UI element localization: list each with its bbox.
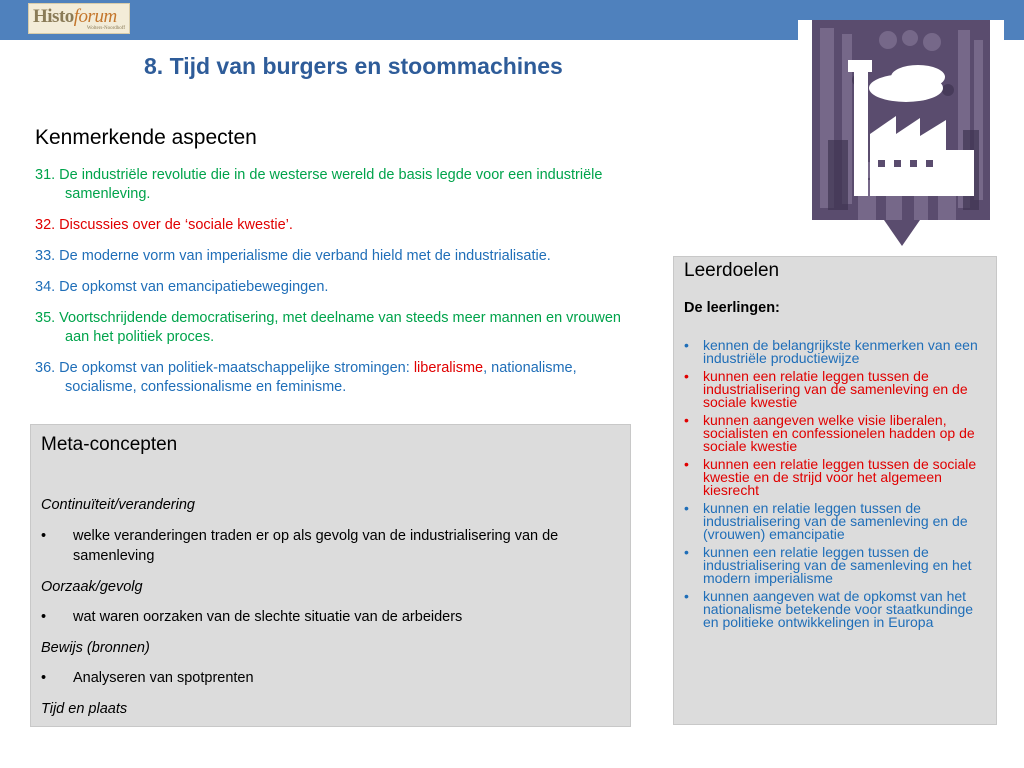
kenmerkende-aspecten-heading: Kenmerkende aspecten — [35, 126, 257, 149]
meta-category: Tijd en plaats — [41, 700, 128, 717]
leerdoel-item — [684, 414, 989, 453]
aspect-34: 34. De opkomst van emancipatiebewegingen. — [35, 279, 329, 295]
bullet-icon: • — [684, 500, 689, 516]
leerdoel-item — [684, 590, 989, 629]
aspect-36-highlight: liberalisme — [413, 360, 484, 376]
aspect-31: 31. De industriële revolutie die in de westerse wereld de basis legde voor een industriële samenleving. — [35, 167, 603, 202]
meta-bullet — [41, 526, 621, 567]
meta-category: Continuïteit/verandering — [41, 497, 195, 513]
leerdoel-text: kunnen een relatie leggen tussen de industrialisering van de samenleving en het modern imperialisme — [703, 544, 972, 586]
meta-bullet — [41, 607, 621, 628]
aspect-35: 35. Voortschrijdende democratisering, met deelname van steeds meer mannen en vrouwen aan het politiek proces. — [35, 310, 621, 345]
bullet-icon: • — [684, 412, 689, 428]
kenmerkende-aspecten-list — [35, 166, 645, 409]
logo-tagline: Wolters-Noordhoff — [86, 26, 125, 31]
meta-bullet-text: wat waren oorzaken van de slechte situatie van de arbeiders — [73, 609, 463, 625]
leerdoel-item — [684, 546, 989, 585]
meta-concepten-body — [41, 495, 621, 729]
leerdoel-text: kunnen een relatie leggen tussen de sociale kwestie en de strijd voor het algemeen kiesrecht — [703, 456, 977, 498]
leerdoel-item — [684, 370, 989, 409]
bullet-icon: • — [684, 337, 689, 353]
leerdoel-item — [684, 458, 989, 497]
bullet-icon: • — [684, 544, 689, 560]
meta-category: Oorzaak/gevolg — [41, 578, 143, 595]
meta-concepten-panel — [30, 424, 631, 727]
factory-illustration — [798, 20, 1004, 248]
leerdoelen-list — [684, 339, 989, 634]
bullet-icon: • — [684, 456, 689, 472]
logo-text-b: forum — [73, 6, 117, 27]
aspect-36-suffix: , nationalisme, socialisme, confessionalisme en feminisme. — [65, 360, 577, 395]
bullet-icon: • — [41, 609, 47, 625]
bullet-icon: • — [684, 588, 689, 604]
meta-category: Bewijs (bronnen) — [41, 639, 150, 656]
meta-bullet-text: welke veranderingen traden er op als gevolg van de industrialisering van de samenleving — [73, 527, 559, 564]
leerdoelen-heading: Leerdoelen — [684, 260, 780, 281]
meta-bullet — [41, 668, 621, 689]
leerdoel-text: kunnen een relatie leggen tussen de industrialisering van de samenleving en de sociale kwestie — [703, 368, 968, 410]
meta-concepten-heading: Meta-concepten — [41, 434, 178, 455]
aspect-33: 33. De moderne vorm van imperialisme die verband hield met de industrialisatie. — [35, 248, 551, 264]
aspect-32: 32. Discussies over de ‘sociale kwestie’. — [35, 217, 293, 233]
bullet-icon: • — [684, 368, 689, 384]
leerdoel-text: kunnen aangeven wat de opkomst van het nationalisme betekende voor staatkundinge en politieke ontwikkelingen in Europa — [703, 588, 974, 630]
slide-title: 8. Tijd van burgers en stoommachines — [144, 53, 563, 79]
leerdoel-text: kunnen en relatie leggen tussen de industrialisering van de samenleving en de (vrouwen) emancipatie — [703, 500, 968, 542]
aspect-36-prefix: 36. De opkomst van politiek-maatschappelijke stromingen: — [35, 360, 414, 376]
aspect-36 — [35, 359, 645, 397]
bullet-icon: • — [41, 670, 47, 686]
logo-text-a: Histo — [33, 6, 74, 27]
meta-bullet-text: Analyseren van spotprenten — [73, 670, 254, 686]
leerdoelen-panel — [673, 256, 997, 725]
leerdoel-text: kennen de belangrijkste kenmerken van een industriële productiewijze — [703, 337, 978, 366]
histoforum-logo — [28, 3, 130, 34]
leerdoel-text: kunnen aangeven welke visie liberalen, socialisten en confessionelen hadden op de sociale kwestie — [703, 412, 975, 454]
leerdoelen-subheading: De leerlingen: — [684, 300, 780, 316]
leerdoel-item — [684, 502, 989, 541]
bullet-icon: • — [41, 527, 47, 544]
leerdoel-item — [684, 339, 989, 365]
factory-icon — [798, 20, 1004, 248]
